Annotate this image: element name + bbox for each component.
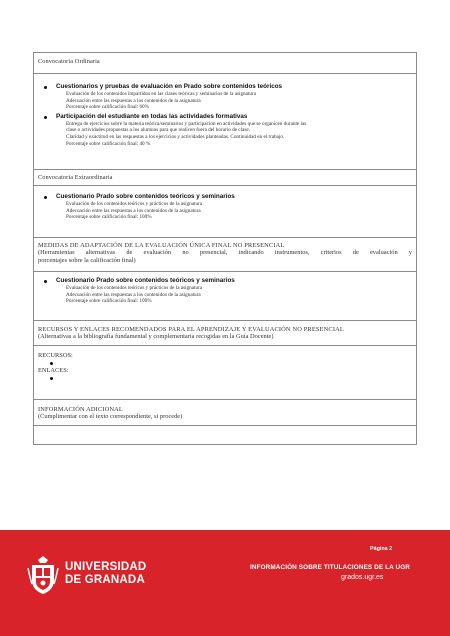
item-title: Cuestionarios y pruebas de evaluación en Prado sobre contenidos teóricos xyxy=(56,83,283,90)
medidas-heading: MEDIDAS DE ADAPTACIÓN DE LA EVALUACIÓN ÚNICA FINAL NO PRESENCIAL xyxy=(38,242,285,249)
item-line: Porcentaje sobre calificación final: 60% xyxy=(66,104,149,111)
footer-banner xyxy=(0,530,450,636)
recursos-content-row xyxy=(34,346,416,400)
item-line: clase o actividades propuestas a los alumnos para que realicen fuera del horario de clase. xyxy=(66,127,250,134)
info-title: INFORMACIÓN SOBRE TITULACIONES DE LA UGR xyxy=(250,564,410,571)
university-name-line1: UNIVERSIDAD xyxy=(65,561,147,573)
extraordinaria-heading: Convocatoria Extraordinaria xyxy=(38,174,113,181)
list-item xyxy=(56,83,412,111)
ordinaria-heading-row xyxy=(34,53,416,74)
recursos-heading: RECURSOS Y ENLACES RECOMENDADOS PARA EL APRENDIZAJE Y EVALUACIÓN NO PRESENCIAL xyxy=(38,326,344,333)
informacion-content-row xyxy=(34,426,416,445)
info-link[interactable]: grados.ugr.es xyxy=(341,574,384,581)
item-line: Evaluación de los contenidos teóricos y prácticos de la asignatura xyxy=(66,285,203,291)
list-item xyxy=(56,193,412,221)
list-item xyxy=(56,277,412,305)
ordinaria-heading: Convocatoria Ordinaria xyxy=(38,58,100,65)
university-name xyxy=(65,561,146,587)
medidas-subtitle-line1: (Herramientas alternativas de evaluación no presencial, indicando instrumentos, criterios de evaluación y xyxy=(38,249,412,256)
page-number: Página 2 xyxy=(370,546,393,552)
item-line: Evaluación de los contenidos teóricos y prácticos de la asignatura xyxy=(66,201,203,207)
medidas-list xyxy=(38,277,412,305)
item-line: Adecuación entre las respuestas a los contenidos de la asignatura xyxy=(66,97,201,104)
list-item xyxy=(50,375,412,382)
item-line: Porcentaje sobre calificación final: 100% xyxy=(66,214,152,221)
recursos-heading-row xyxy=(34,321,416,346)
enlaces-label: ENLACES: xyxy=(38,367,69,374)
recursos-list xyxy=(38,360,412,367)
coat-of-arms-icon xyxy=(26,554,60,596)
item-title: Participación del estudiante en todas las actividades formativas xyxy=(56,112,248,120)
recursos-label: RECURSOS: xyxy=(38,352,73,359)
medidas-subtitle-line2: porcentajes sobre la calificación final) xyxy=(38,257,136,264)
extraordinaria-list xyxy=(38,193,412,221)
extraordinaria-heading-row xyxy=(34,170,416,186)
evaluation-table xyxy=(33,52,417,445)
item-line: Porcentaje sobre calificación final: 40 % xyxy=(66,140,151,147)
enlaces-list xyxy=(38,375,412,382)
university-name-line2: DE GRANADA xyxy=(65,574,145,586)
item-line: Adecuación entre las respuestas a los contenidos de la asignatura xyxy=(66,291,201,298)
list-item xyxy=(56,113,412,147)
item-line: Entrega de ejercicios sobre la materia teórica/seminarios y participación en actividades que se organicen durante las xyxy=(66,120,307,127)
item-title: Cuestionario Prado sobre contenidos teóricos y seminarios xyxy=(56,277,235,284)
item-line: Adecuación entre las respuestas a los contenidos de la asignatura xyxy=(66,207,201,214)
university-logo xyxy=(26,554,186,598)
item-title: Cuestionario Prado sobre contenidos teóricos y seminarios xyxy=(56,193,235,200)
list-item xyxy=(50,360,412,367)
informacion-heading-row xyxy=(34,400,416,426)
ordinaria-list xyxy=(38,83,412,147)
medidas-content-row xyxy=(34,272,416,321)
medidas-heading-row xyxy=(34,238,416,272)
item-line: Claridad y exactitud en las respuestas a los ejercicios y actividades planteadas. Continuidad en el trabajo. xyxy=(66,133,285,140)
recursos-subtitle: (Alternativas a la bibliografía fundamental y complementaria recogidas en la Guía Docente) xyxy=(38,333,274,340)
informacion-subtitle: (Cumplimentar con el texto correspondiente, si procede) xyxy=(38,413,183,420)
item-line: Porcentaje sobre calificación final: 100% xyxy=(66,298,152,305)
extraordinaria-content-row xyxy=(34,186,416,238)
informacion-heading: INFORMACIÓN ADICIONAL xyxy=(38,406,123,413)
item-line: Evaluación de los contenidos impartidos en las clases teóricas y seminarios de la asignatura xyxy=(66,91,257,97)
ordinaria-content-row xyxy=(34,74,416,170)
